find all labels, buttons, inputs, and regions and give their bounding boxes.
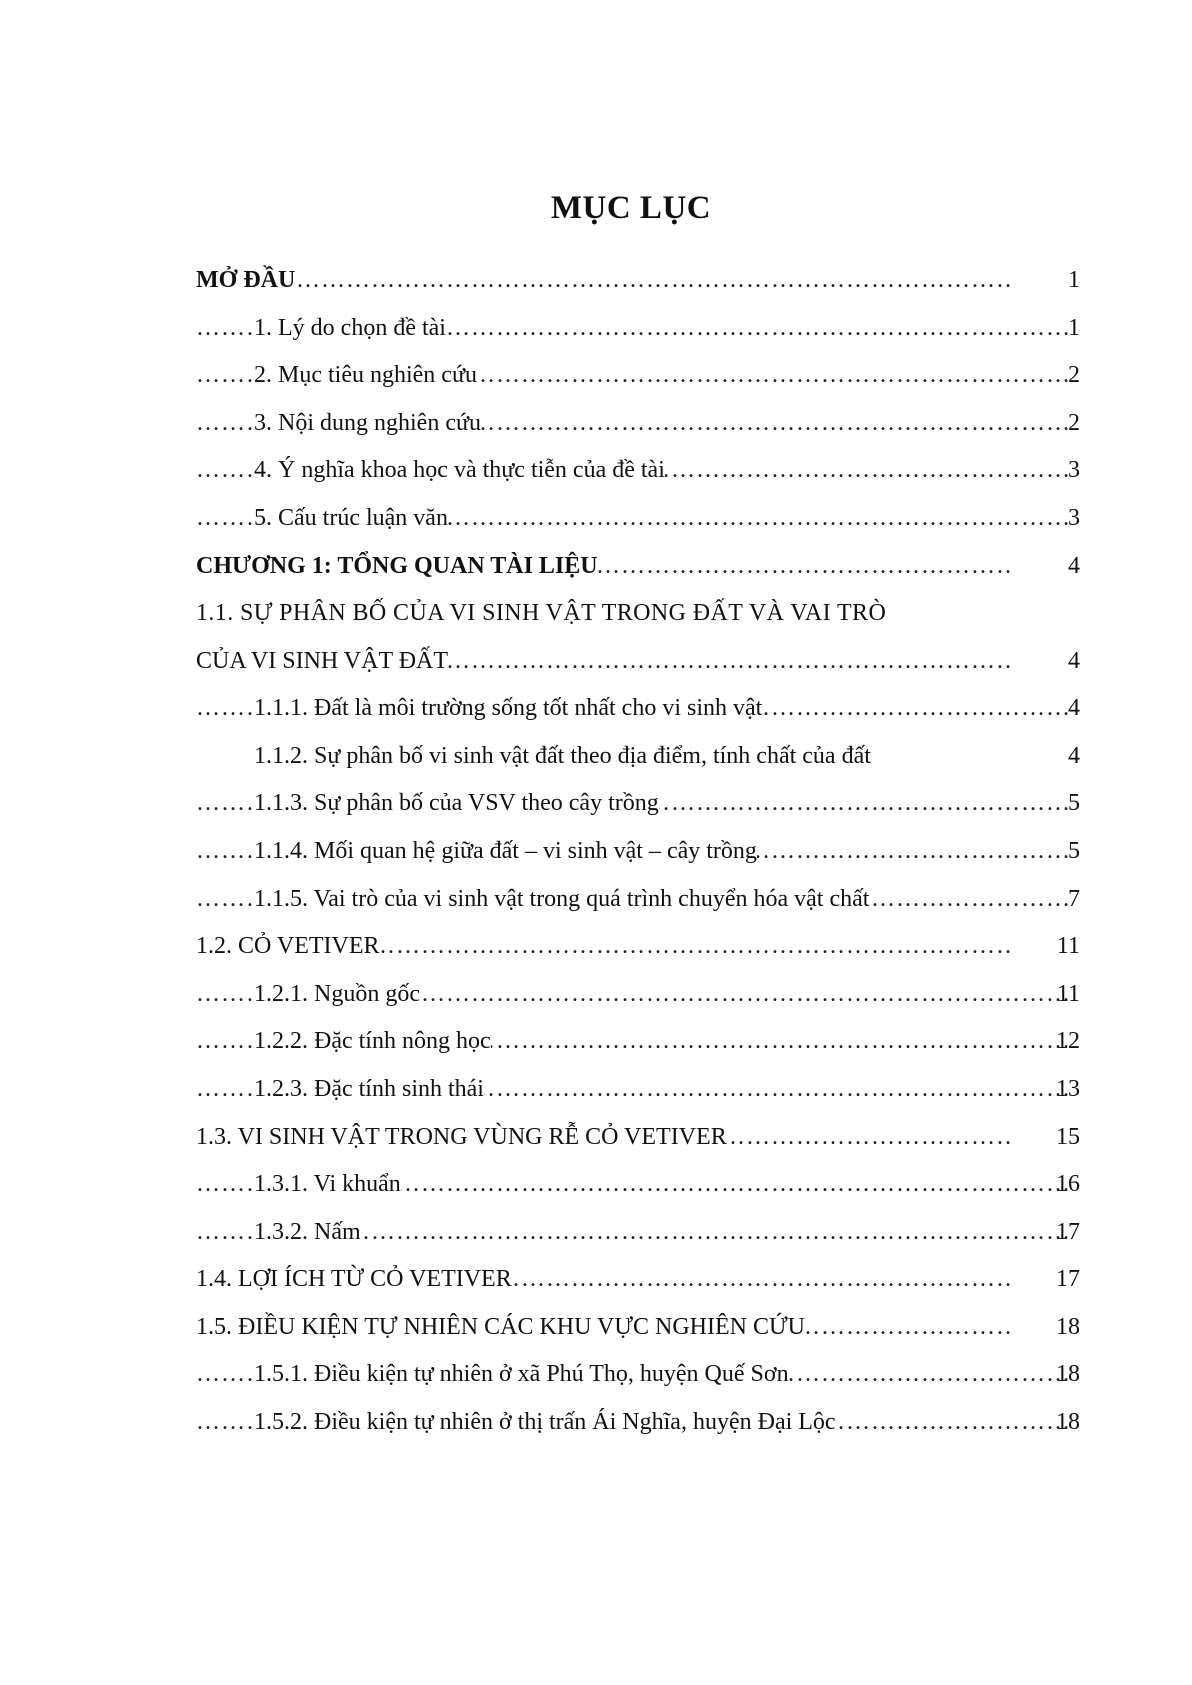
toc-entry-page: 4 (1068, 647, 1080, 674)
toc-entry-page: 2 (1068, 362, 1080, 389)
toc-entry-label: 1.2.2. Đặc tính nông học (254, 1028, 491, 1055)
toc-entry-label: 1.5.2. Điều kiện tự nhiên ở thị trấn Ái Nghĩa, huyện Đại Lộc (254, 1409, 836, 1436)
toc-entry-page: 18 (1056, 1409, 1080, 1436)
toc-entry[interactable] (196, 1256, 1080, 1304)
toc-entry[interactable] (196, 543, 1080, 591)
toc-entry-label: 1.3. VI SINH VẬT TRONG VÙNG RỄ CỎ VETIVER (196, 1123, 727, 1150)
toc-entry-page: 4 (1068, 742, 1080, 769)
toc-entry[interactable] (196, 447, 1080, 495)
toc-entry-label: 1.4. LỢI ÍCH TỪ CỎ VETIVER (196, 1266, 512, 1293)
toc-entry-label: 4. Ý nghĩa khoa học và thực tiễn của đề tài (254, 457, 665, 484)
toc-entry-page: 15 (1056, 1123, 1080, 1150)
toc-entry-label: 1.1.5. Vai trò của vi sinh vật trong quá trình chuyển hóa vật chất (254, 885, 870, 912)
toc-entry-page: 5 (1068, 837, 1080, 864)
toc-entry-label: 1.3.1. Vi khuẩn (254, 1171, 401, 1198)
toc-entry[interactable] (196, 1351, 1080, 1399)
toc-entry[interactable] (196, 923, 1080, 971)
toc-entry-page: 3 (1068, 457, 1080, 484)
toc-entry-page: 1 (1068, 314, 1080, 341)
toc-entry[interactable] (196, 590, 1080, 685)
page-title: MỤC LỤC (550, 190, 712, 226)
toc-entry[interactable] (196, 257, 1080, 305)
toc-entry-label: CHƯƠNG 1: TỔNG QUAN TÀI LIỆU (196, 552, 598, 579)
toc-entry-label: 1.1.3. Sự phân bố của VSV theo cây trồng (254, 790, 659, 817)
toc-entry-label: 1.1.2. Sự phân bố vi sinh vật đất theo địa điểm, tính chất của đất (254, 742, 871, 769)
toc-entry-page: 16 (1056, 1171, 1080, 1198)
toc-entry-page: 18 (1056, 1313, 1080, 1340)
toc-entry-page: 4 (1068, 552, 1080, 579)
toc-entry-label: 1.3.2. Nấm (254, 1218, 361, 1245)
toc-entry-page: 17 (1056, 1266, 1080, 1293)
toc-entry[interactable] (196, 1114, 1080, 1162)
toc-entry-page: 1 (1068, 267, 1080, 293)
toc-entry-label: 1. Lý do chọn đề tài (254, 314, 446, 341)
table-of-contents (196, 257, 1080, 1447)
toc-entry[interactable] (196, 685, 1080, 733)
toc-entry-label-continued: CỦA VI SINH VẬT ĐẤT (196, 647, 449, 674)
toc-entry-page: 3 (1068, 504, 1080, 531)
toc-entry[interactable] (196, 828, 1080, 876)
toc-entry[interactable] (196, 780, 1080, 828)
toc-entry-page: 18 (1056, 1361, 1080, 1388)
toc-entry[interactable] (196, 1399, 1080, 1447)
toc-entry[interactable] (196, 1304, 1080, 1352)
toc-entry-label: 1.2.3. Đặc tính sinh thái (254, 1075, 484, 1102)
toc-entry-label: MỞ ĐẦU (196, 267, 296, 293)
toc-entry[interactable] (196, 733, 1080, 781)
toc-entry-label: 3. Nội dung nghiên cứu (254, 409, 481, 436)
toc-entry-page: 12 (1056, 1028, 1080, 1055)
toc-entry-label: 1.1.1. Đất là môi trường sống tốt nhất cho vi sinh vật (254, 695, 763, 722)
toc-entry-label: 1.1.4. Mối quan hệ giữa đất – vi sinh vật – cây trồng (254, 837, 757, 864)
toc-entry-page: 11 (1056, 980, 1080, 1007)
toc-entry-label: 1.1. SỰ PHÂN BỐ CỦA VI SINH VẬT TRONG ĐẤT VÀ VAI TRÒ (196, 600, 887, 627)
toc-entry-page: 17 (1056, 1218, 1080, 1245)
toc-entry[interactable] (196, 1161, 1080, 1209)
toc-entry[interactable] (196, 305, 1080, 353)
toc-entry-label: 5. Cấu trúc luận văn (254, 504, 448, 531)
toc-entry[interactable] (196, 1209, 1080, 1257)
toc-entry[interactable] (196, 1018, 1080, 1066)
toc-entry-page: 2 (1068, 409, 1080, 436)
toc-entry[interactable] (196, 495, 1080, 543)
toc-entry-label: 1.2.1. Nguồn gốc (254, 980, 420, 1007)
toc-entry[interactable] (196, 971, 1080, 1019)
toc-entry[interactable] (196, 352, 1080, 400)
toc-entry[interactable] (196, 876, 1080, 924)
toc-entry-page: 7 (1068, 885, 1080, 912)
toc-entry[interactable] (196, 1066, 1080, 1114)
toc-entry[interactable] (196, 400, 1080, 448)
toc-entry-label: 1.5.1. Điều kiện tự nhiên ở xã Phú Thọ, huyện Quế Sơn (254, 1361, 789, 1388)
toc-entry-page: 13 (1056, 1075, 1080, 1102)
toc-entry-page: 11 (1056, 933, 1080, 960)
toc-entry-page: 4 (1068, 695, 1080, 722)
toc-entry-label: 2. Mục tiêu nghiên cứu (254, 362, 477, 389)
toc-entry-label: 1.2. CỎ VETIVER (196, 933, 380, 960)
toc-entry-page: 5 (1068, 790, 1080, 817)
toc-entry-label: 1.5. ĐIỀU KIỆN TỰ NHIÊN CÁC KHU VỰC NGHIÊN CỨU (196, 1313, 805, 1340)
